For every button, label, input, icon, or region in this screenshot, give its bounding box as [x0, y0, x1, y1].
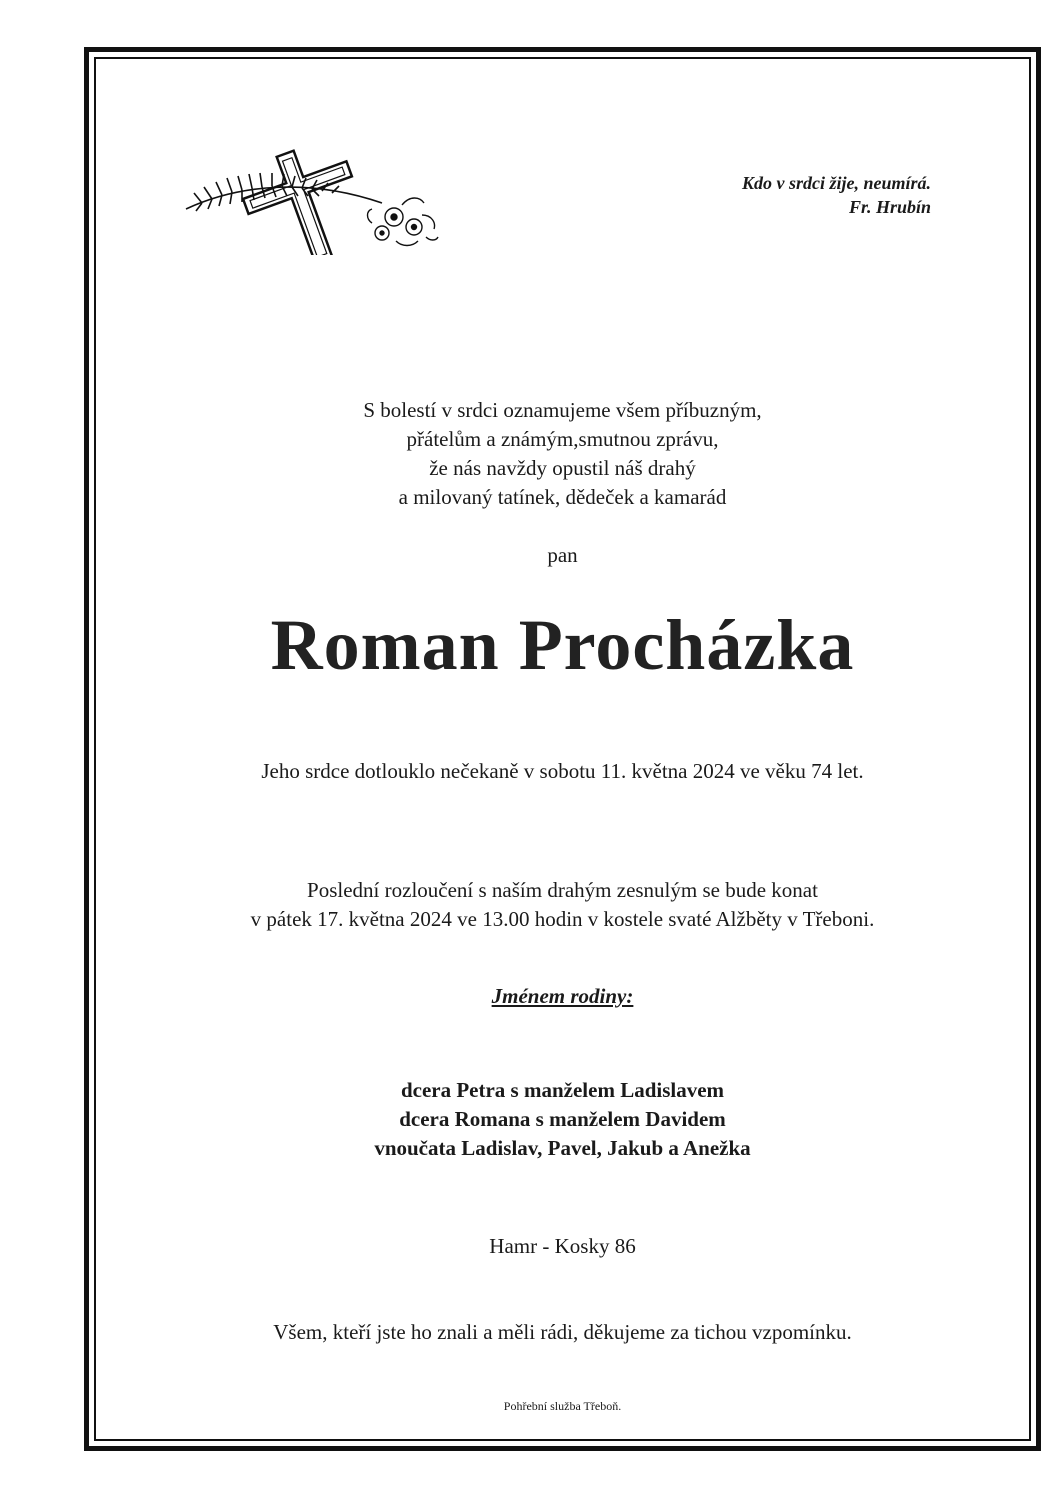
- deceased-name: Roman Procházka: [270, 605, 855, 685]
- family-heading: Jménem rodiny:: [491, 984, 634, 1008]
- intro-line-1: S bolestí v srdci oznamujeme všem příbuzným,: [363, 398, 762, 422]
- title-word: pan: [547, 543, 578, 567]
- intro-line-2: přátelům a známým,smutnou zprávu,: [406, 427, 719, 451]
- address: Hamr - Kosky 86: [489, 1234, 636, 1258]
- funeral-info: [94, 876, 1031, 934]
- cross-with-palm-icon: [182, 143, 444, 255]
- thanks-line: Všem, kteří jste ho znali a měli rádi, děkujeme za tichou vzpomínku.: [273, 1320, 852, 1344]
- quote-author: Fr. Hrubín: [848, 197, 931, 217]
- funeral-line-1: Poslední rozloučení s naším drahým zesnulým se bude konat: [307, 878, 818, 902]
- death-notice: Jeho srdce dotlouklo nečekaně v sobotu 11. května 2024 ve věku 74 let.: [261, 759, 864, 783]
- funeral-line-2: v pátek 17. května 2024 ve 13.00 hodin v kostele svaté Alžběty v Třeboni.: [250, 907, 875, 931]
- family-list: [94, 1076, 1031, 1163]
- funeral-service-name: Pohřební služba Třeboň.: [503, 1399, 622, 1413]
- intro-paragraph: [94, 396, 1031, 512]
- quote-block: [742, 171, 931, 219]
- intro-line-4: a milovaný tatínek, dědeček a kamarád: [398, 485, 727, 509]
- family-member: dcera Romana s manželem Davidem: [399, 1107, 726, 1131]
- family-member: vnoučata Ladislav, Pavel, Jakub a Anežka: [374, 1136, 751, 1160]
- quote-text: Kdo v srdci žije, neumírá.: [741, 173, 931, 193]
- family-member: dcera Petra s manželem Ladislavem: [400, 1078, 725, 1102]
- intro-line-3: že nás navždy opustil náš drahý: [429, 456, 696, 480]
